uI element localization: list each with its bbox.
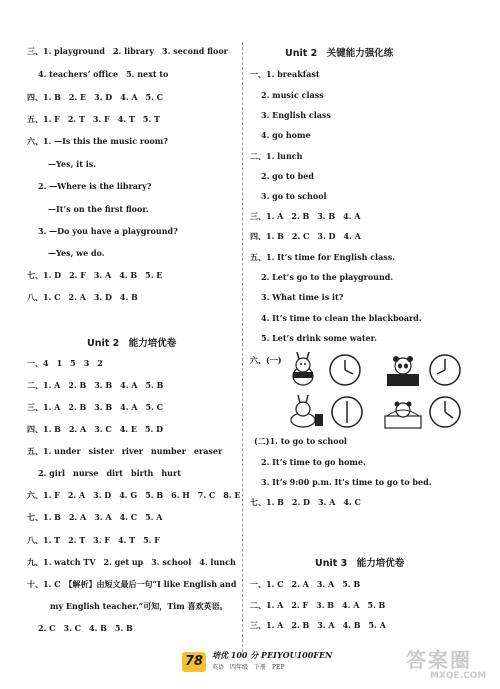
answer-line: —Yes, we do. <box>48 248 105 258</box>
answer-line: 十、1. C 【解析】由短文最后一句“I like English and <box>27 579 237 589</box>
clock-icon <box>430 355 460 385</box>
answer-line: 3. It’s 9:00 p.m. It’s time to go to bed. <box>261 477 432 487</box>
panda-clock-picture <box>383 394 471 430</box>
answer-line: 四、1. B 2. E 3. D 4. A 5. C <box>27 92 164 102</box>
clock-icon <box>330 355 360 385</box>
answer-line: 4. It’s time to clean the blackboard. <box>261 313 422 323</box>
answer-line: 2. C 3. C 4. B 5. B <box>38 623 133 633</box>
brand-name: 培优 100 分 PEIYOU100FEN <box>212 650 333 660</box>
rabbit-clock-picture <box>285 394 373 430</box>
answer-line: 5. Let’s drink some water. <box>261 333 377 343</box>
answer-line: 八、1. C 2. A 3. D 4. B <box>27 292 138 302</box>
answer-line: 六、(一) <box>250 355 282 365</box>
page-footer <box>0 642 500 689</box>
answer-line: 二、1. A 2. F 3. B 4. A 5. B <box>250 600 386 610</box>
answer-line: 五、1. under sister river number eraser <box>27 446 223 456</box>
answer-line: 4. teachers’ office 5. next to <box>38 69 169 79</box>
watermark-text: 答案圈 <box>406 648 472 672</box>
watermark-url: MXQE.COM <box>430 671 487 681</box>
answer-line: 六、1. —Is this the music room? <box>27 136 168 146</box>
answer-line: 五、1. F 2. T 3. F 4. T 5. T <box>27 114 160 124</box>
column-divider <box>242 42 243 652</box>
answer-line: 六、1. F 2. A 3. D 4. G 5. B 6. H 7. C 8. E <box>27 490 241 500</box>
answer-line: —It’s on the first floor. <box>48 204 149 214</box>
section-heading: Unit 2 关键能力强化练 <box>285 48 394 59</box>
answer-line: 一、1. C 2. A 3. A 5. B <box>250 579 361 589</box>
answer-line: —Yes, it is. <box>48 159 97 169</box>
watermark <box>400 642 500 689</box>
answer-line: 二、1. A 2. B 3. B 4. A 5. B <box>27 380 164 390</box>
answer-line: my English teacher.”可知，Tim 喜欢英语。 <box>50 601 228 611</box>
rabbit-clock-picture <box>285 352 373 388</box>
rabbit-icon <box>285 394 373 430</box>
answer-line: 2. —Where is the library? <box>38 181 152 191</box>
panda-icon <box>383 394 471 430</box>
section-heading: Unit 2 能力培优卷 <box>87 338 177 349</box>
answer-line: 2. girl nurse dirt birth hurt <box>38 468 181 478</box>
panda-clock-picture <box>383 352 471 388</box>
answer-line: 3. English class <box>261 110 331 120</box>
answer-line: 三、1. playground 2. library 3. second floor <box>27 46 228 56</box>
answer-line: 2. go to bed <box>261 171 314 181</box>
answer-line: 五、1. It’s time for English class. <box>250 252 396 262</box>
answer-line: 3. What time is it? <box>261 292 344 302</box>
answer-line: (二)1. to go to school <box>254 436 347 446</box>
answer-line: 九、1. watch TV 2. get up 3. school 4. lunch <box>27 557 236 567</box>
answer-line: 2. music class <box>261 90 324 100</box>
answer-line: 二、1. lunch <box>250 151 303 161</box>
illustration-group <box>285 352 475 430</box>
answer-line: 3. go to school <box>261 191 327 201</box>
rabbit-icon <box>285 352 373 388</box>
answer-line: 七、1. B 2. A 3. A 4. C 5. A <box>27 512 163 522</box>
answer-line: 3. —Do you have a playground? <box>38 226 178 236</box>
answer-line: 三、1. A 2. B 3. B 4. A <box>250 211 361 221</box>
answer-line: 四、1. B 2. A 3. C 4. E 5. D <box>27 424 164 434</box>
answer-line: 一、4 1 5 3 2 <box>27 358 103 368</box>
answer-line: 4. go home <box>261 130 311 140</box>
answer-line: 三、1. A 2. B 3. A 4. B 5. A <box>250 620 386 630</box>
answer-line: 2. Let’s go to the playground. <box>261 272 394 282</box>
book-subtitle: 英语 四年级 下册 PEP <box>212 664 285 671</box>
answer-line: 八、1. T 2. T 3. F 4. T 5. F <box>27 535 160 545</box>
section-heading: Unit 3 能力培优卷 <box>315 558 405 569</box>
panda-icon <box>383 352 471 388</box>
answer-line: 三、1. A 2. B 3. B 4. A 5. C <box>27 402 163 412</box>
clock-icon <box>430 397 460 427</box>
answer-line: 四、1. B 2. C 3. D 4. A <box>250 231 361 241</box>
answer-line: 七、1. B 2. D 3. A 4. C <box>250 497 361 507</box>
answer-line: 2. It’s time to go home. <box>261 457 366 467</box>
page-number: 78 <box>182 652 206 672</box>
clock-icon <box>332 397 362 427</box>
answer-line: 一、1. breakfast <box>250 69 320 79</box>
answer-line: 七、1. D 2. F 3. A 4. B 5. E <box>27 270 163 280</box>
